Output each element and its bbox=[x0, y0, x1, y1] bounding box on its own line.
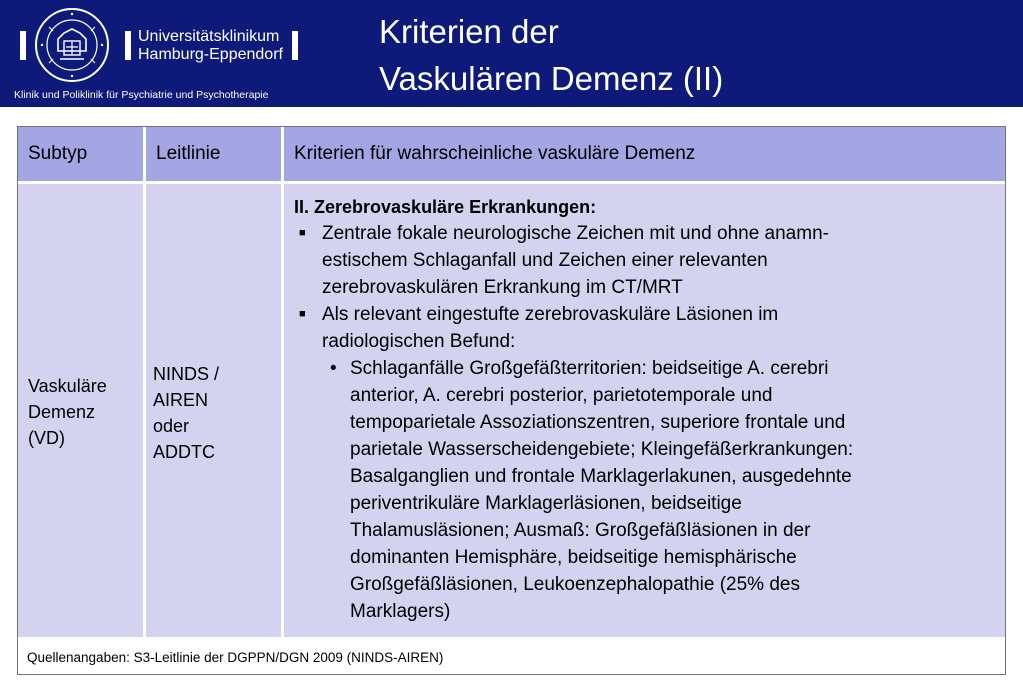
sub-bullet-line: parietale Wasserscheidengebiete; Kleingefäßerkrankungen: bbox=[350, 439, 854, 460]
section-title: II. Zerebrovaskuläre Erkrankungen: bbox=[294, 197, 597, 217]
sub-bullet-line: Marklagers) bbox=[350, 601, 451, 622]
leitlinie-cell bbox=[146, 184, 281, 637]
subtyp-line: Demenz bbox=[28, 402, 96, 422]
leitlinie-line: ADDTC bbox=[153, 442, 215, 462]
bullet-item bbox=[294, 220, 1005, 301]
header-banner bbox=[0, 0, 1023, 107]
logo-text-line2: Hamburg-Eppendorf bbox=[138, 46, 283, 63]
bullet-line: Zentrale fokale neurologische Zeichen mit und ohne anamn- bbox=[322, 223, 829, 244]
square-bullet-icon: ■ bbox=[299, 227, 306, 239]
clinic-name: Klinik und Poliklinik für Psychiatrie und Psychotherapie bbox=[14, 89, 269, 101]
subtyp-line: (VD) bbox=[28, 428, 65, 448]
sub-bullet-line: Schlaganfälle Großgefäßterritorien: beidseitige A. cerebri bbox=[350, 358, 829, 379]
sub-bullet-line: Thalamusläsionen; Ausmaß: Großgefäßläsionen in der bbox=[350, 520, 811, 541]
bullet-item bbox=[294, 301, 1005, 355]
sub-bullet-item bbox=[294, 355, 1005, 625]
column-divider bbox=[281, 127, 284, 640]
column-header-kriterien: Kriterien für wahrscheinliche vaskuläre Demenz bbox=[284, 127, 1005, 181]
sub-bullet-line: dominanten Hemisphäre, beidseitige hemisphärische bbox=[350, 547, 797, 568]
sub-bullet-line: tempoparietale Assoziationszentren, superiore frontale und bbox=[350, 412, 846, 433]
university-seal-logo bbox=[34, 7, 110, 83]
bullet-line: zerebrovaskulären Erkrankung im CT/MRT bbox=[322, 277, 683, 298]
subtyp-line: Vaskuläre bbox=[28, 376, 107, 396]
sub-bullet-line: periventrikuläre Marklagerläsionen, beidseitige bbox=[350, 493, 742, 514]
logo-divider-bar bbox=[292, 31, 298, 60]
bullet-line: Als relevant eingestufte zerebrovaskuläre Läsionen im bbox=[322, 304, 779, 325]
slide-title-line2: Vaskulären Demenz (II) bbox=[379, 60, 724, 97]
source-footnote: Quellenangaben: S3-Leitlinie der DGPPN/DGN 2009 (NINDS-AIREN) bbox=[18, 640, 1005, 674]
column-header-subtyp: Subtyp bbox=[18, 127, 143, 181]
column-divider bbox=[143, 127, 146, 640]
subtyp-cell bbox=[18, 184, 143, 637]
square-bullet-icon: ■ bbox=[299, 308, 306, 320]
sub-bullet-line: Basalganglien und frontale Marklagerlakunen, ausgedehnte bbox=[350, 466, 852, 487]
logo-divider-bar bbox=[125, 31, 131, 60]
bullet-line: estischem Schlaganfall und Zeichen einer relevanten bbox=[322, 250, 768, 271]
leitlinie-line: oder bbox=[153, 416, 190, 436]
criteria-table bbox=[17, 126, 1006, 675]
bullet-line: radiologischen Befund: bbox=[322, 331, 516, 352]
slide-title-line1: Kriterien der bbox=[379, 13, 559, 50]
logo-divider-bar bbox=[20, 31, 26, 60]
column-header-leitlinie: Leitlinie bbox=[146, 127, 281, 181]
leitlinie-line: AIREN bbox=[153, 390, 209, 410]
logo-text-line1: Universitätsklinikum bbox=[138, 28, 280, 45]
round-bullet-icon: • bbox=[330, 358, 337, 379]
sub-bullet-line: anterior, A. cerebri posterior, parietotemporale und bbox=[350, 385, 773, 406]
sub-bullet-line: Großgefäßläsionen, Leukoenzephalopathie (25% des bbox=[350, 574, 800, 595]
row-divider bbox=[18, 181, 1005, 184]
criteria-cell bbox=[284, 184, 1005, 637]
leitlinie-line: NINDS / bbox=[153, 364, 220, 384]
